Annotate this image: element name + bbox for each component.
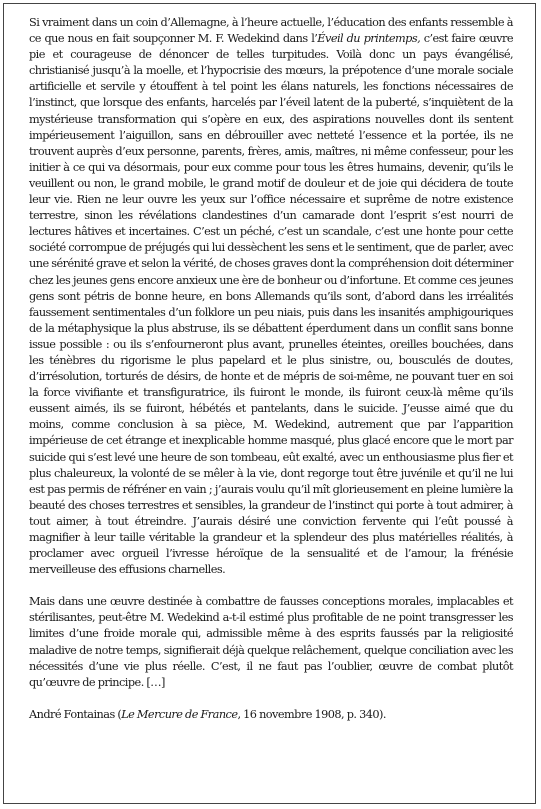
citation (29, 707, 513, 723)
document-page (3, 3, 536, 804)
play-title: Éveil du printemps, (317, 32, 421, 46)
paragraph-2: Mais dans une œuvre destinée à combattre de fausses conceptions morales, implacables et stérilisantes, peut-être M. Wedekind a-t-il estimé plus profitable de ne point transgresser les limites d’une froide morale qui, admissible même à des esprits faussés par la religiosité maladive de notre temps, signifierait déjà quelque relâchement, quelque conciliation avec les nécessités d’une vie plus réelle. C’est, il ne faut pas l’oublier, œuvre de combat plutôt qu’œuvre de principe. […] (29, 595, 513, 689)
citation-details: , 16 novembre 1908, p. 340). (237, 707, 386, 721)
paragraph-1-text-start: Si vraiment dans un coin d’Allemagne, à l’heure actuelle, l’éducation des enfants ressemble à ce que nous en fait soupçonner M. F. Wedekind dans l’ (29, 16, 513, 46)
document-body (29, 15, 513, 723)
paragraph-1-text-end: c’est faire œuvre pie et courageuse de dénoncer de telles turpitudes. Voilà donc un pays évangélisé, christianisé jusqu’à la moelle, et l’hypocrisie des mœurs, la prépotence d’une morale sociale artificielle et servile y étouffent à tel point les élans naturels, les fonctions nécessaires de l’instinct, que lorsque des enfants, harcelés par l’éveil latent de la puberté, s’inquiètent de la mystérieuse transformation qui s’opère en eux, des aspirations nouvelles dont ils sentent impérieusement l’aiguillon, sans en débrouiller avec netteté l’essence et la portée, ils ne trouvent auprès d’eux personne, parents, frères, amis, maîtres, ni même confesseur, pour les initier à ce qui va désormais, pour eux comme pour tous les êtres humains, devenir, qu’ils le veuillent ou non, le grand mobile, le grand motif de douleur et de joie qui décidera de toute leur vie. Rien ne leur ouvre les yeux sur l’office nécessaire et suprême de notre existence terrestre, sinon les révélations clandestines d’un camarade dont l’esprit s’est nourri de lectures hâtives et incertaines. C’est un péché, c’est un scandale, c’est une honte pour cette société corrompue de préjugés qui lui dessèchent les sens et le sentiment, que de parler, avec une sérénité grave et selon la vérité, de choses graves dont la compréhension doit déterminer chez les jeunes gens encore anxieux une ère de bonheur ou d’infortune. Et comme ces jeunes gens sont pétris de bonne heure, en bons Allemands qu’ils sont, d’abord dans les irréalités faussement sentimentales d’un folklore un peu niais, puis dans les insanités amphigouriques de la métaphysique la plus abstruse, ils se débattent éperdument dans un conflit sans bonne issue possible : ou ils s’enfourneront plus avant, prunelles éteintes, oreilles bouchées, dans les ténèbres du rigorisme le plus papelard et le plus sinistre, ou, bousculés de doutes, d’irrésolution, torturés de désirs, de honte et de mépris de soi-même, ne pouvant tuer en soi la force vivifiante et transfiguratrice, ils fuiront le monde, ils fuiront ceux-là même qu’ils eussent aimés, ils se fuiront, hébétés et pantelants, dans le suicide. J’eusse aimé que du moins, comme conclusion à sa pièce, M. Wedekind, autrement que par l’apparition impérieuse de cet étrange et inexplicable homme masqué, plus glacé encore que le mort par suicide qui s’est levé une heure de son tombeau, eût exalté, avec un enthousiasme plus fier et plus chaleureux, la volonté de se mêler à la vie, dont regorge tout être juvénile et qu’il ne lui est pas permis de réfréner en vain ; j’aurais voulu qu’il mît glorieusement en pleine lumière la beauté des choses terrestres et sensibles, la grandeur de l’instinct qui porte à tout admirer, à tout aimer, à tout étreindre. J’aurais désiré une conviction fervente qui l’eût poussé à magnifier à leur taille véritable la grandeur et la splendeur des plus matérielles réalités, à proclamer avec orgueil l’ivresse héroïque de la sensualité et de l’amour, la frénésie merveilleuse des effusions charnelles. (29, 32, 513, 577)
citation-author: André Fontainas ( (29, 707, 122, 721)
paragraph-1 (29, 15, 513, 578)
citation-source: Le Mercure de France (121, 707, 238, 721)
